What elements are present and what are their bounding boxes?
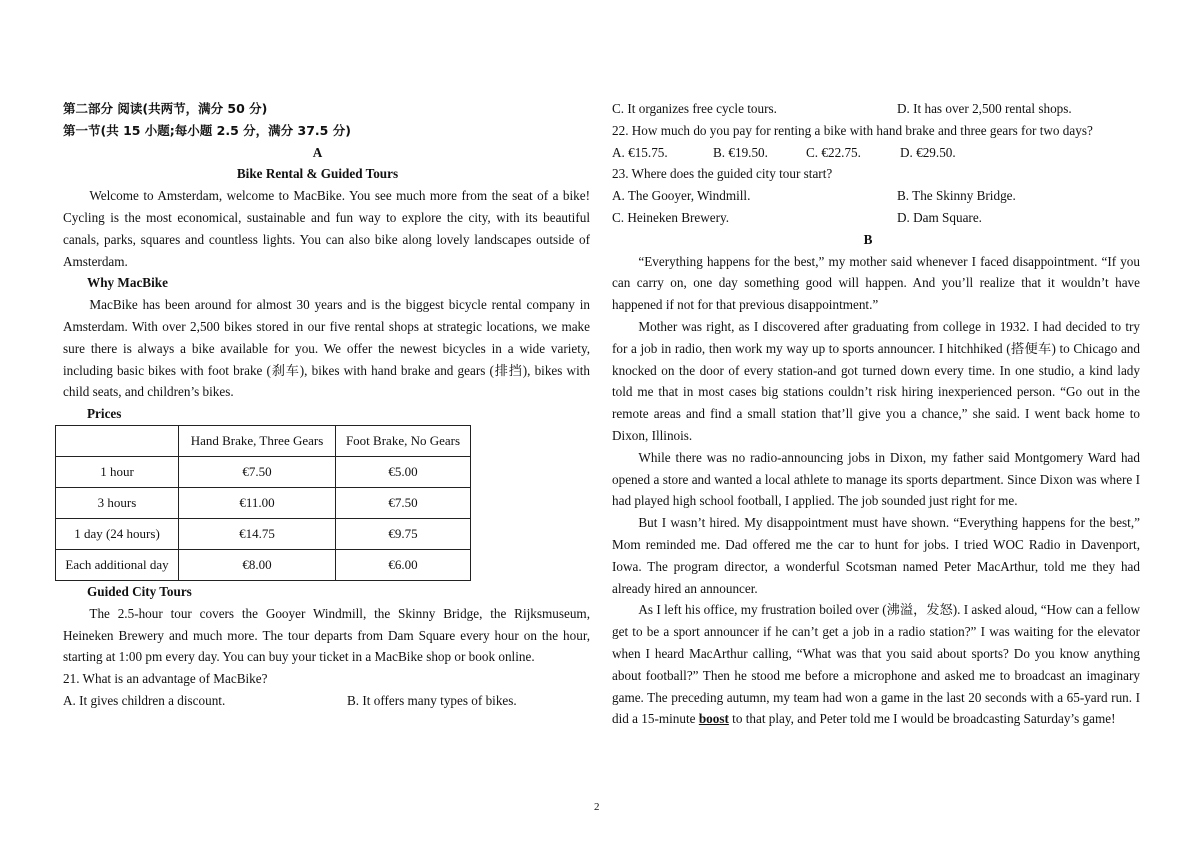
table-row — [56, 518, 471, 549]
table-header-cell: Hand Brake, Three Gears — [179, 425, 336, 456]
boost-word: boost — [698, 711, 729, 727]
prices-heading: Prices — [87, 406, 122, 422]
guided-tours-text: The 2.5-hour tour covers the Gooyer Windmill, the Skinny Bridge, the Rijksmuseum, Heineken Brewery and much more. The tour departs from Dam Square every hour on the hour, starting at 1:00 pm every day. You can buy your ticket in a MacBike shop or book online. — [63, 605, 590, 665]
option-a: A. The Gooyer, Windmill. — [612, 188, 751, 204]
passage-b-paragraph: Mother was right, as I discovered after graduating from college in 1932. I had decided to try for a job in radio, then work my way up to sports announcer. I hitchhiked (搭便车) to Chicago and knocked on the door of every station-and got turned down every time. In one studio, a kind lady told me that in most cases big stations couldn’t risk hiring inexperienced person. “Go out in the remote areas and find a small station that’ll give you a chance,” she said. I went back home to Dixon, Illinois. — [612, 318, 1140, 443]
section-heading: 第一节(共 15 小题;每小题 2.5 分，满分 37.5 分) — [63, 122, 351, 138]
passage-a-title: Bike Rental & Guided Tours — [236, 166, 399, 182]
left-column — [63, 98, 590, 712]
option-c: C. It organizes free cycle tours. — [612, 101, 777, 116]
table-cell: 3 hours — [56, 487, 179, 518]
table-row — [56, 487, 471, 518]
table-cell: €5.00 — [336, 456, 471, 487]
guided-tours-heading: Guided City Tours — [87, 583, 192, 599]
prices-table — [55, 425, 471, 581]
question-23-options-cd — [612, 207, 1140, 229]
question-21-options-cd — [612, 98, 1140, 120]
question-21-stem: 21. What is an advantage of MacBike? — [63, 671, 268, 687]
table-cell: 1 hour — [56, 456, 179, 487]
table-row — [56, 549, 471, 580]
passage-b-letter: B — [863, 231, 873, 247]
table-header-cell: Foot Brake, No Gears — [336, 425, 471, 456]
table-cell: €6.00 — [336, 549, 471, 580]
question-22-stem: 22. How much do you pay for renting a bike with hand brake and three gears for two days? — [612, 122, 1093, 138]
why-macbike-text: MacBike has been around for almost 30 years and is the biggest bicycle rental company in Amsterdam. With over 2,500 bikes stored in our five rental shops at strategic locations, we make sure there is always a bike available for you. We offer the newest bicycles in a wide variety, including basic bikes with foot brake (刹车), bikes with hand brake and gears (排挡), bikes with child seats, and children’s bikes. — [63, 297, 590, 400]
part-heading: 第二部分 阅读(共两节，满分 50 分) — [63, 101, 268, 116]
table-cell: €9.75 — [336, 518, 471, 549]
why-macbike-heading: Why MacBike — [87, 275, 168, 291]
option-c: C. Heineken Brewery. — [612, 209, 730, 225]
table-cell: 1 day (24 hours) — [56, 518, 179, 549]
option-b: B. The Skinny Bridge. — [897, 188, 1016, 204]
option-d: D. €29.50. — [900, 144, 956, 160]
passage-a-intro: Welcome to Amsterdam, welcome to MacBike. You see much more from the seat of a bike! Cycling is the most economical, sustainable and fun way to explore the city, with its beautiful canals, parks, squares and countless lights. You can also bike along lovely landscapes outside of Amsterdam. — [63, 188, 590, 269]
question-21-options-ab — [63, 690, 590, 712]
paragraph-text: As I left his office, my frustration boiled over (沸溢，发怒). I asked aloud, “How can a fellow get to be a sport announcer if he can’t get a job in a radio station?” I was waiting for the elevator when I heard MacArthur calling, “What was that you said about sports? Do you know anything about football?” Then he stood me before a microphone and asked me to broadcast an imaginary game. The preceding autumn, my team had won a game in the last 20 seconds with a 65-yard run. I did a 15-minute — [612, 602, 1140, 727]
table-header-row — [56, 425, 471, 456]
passage-b-paragraph — [612, 599, 1140, 730]
table-header-cell — [56, 425, 179, 456]
option-a: A. It gives children a discount. — [63, 692, 226, 708]
passage-b-paragraph: But I wasn’t hired. My disappointment must have shown. “Everything happens for the best,” Mom reminded me. Dad offered me the car to hunt for jobs. I tried WOC Radio in Davenport, Iowa. The program director, a wonderful Scotsman named Peter MacArthur, told me they had already hired an announcer. — [612, 515, 1140, 596]
right-column — [612, 98, 1140, 730]
option-a: A. €15.75. — [612, 144, 668, 160]
option-c: C. €22.75. — [806, 144, 861, 160]
table-row — [56, 456, 471, 487]
option-d: D. Dam Square. — [897, 209, 982, 225]
table-cell: €8.00 — [179, 549, 336, 580]
table-cell: €7.50 — [179, 456, 336, 487]
option-b: B. It offers many types of bikes. — [347, 692, 517, 708]
table-cell: €14.75 — [179, 518, 336, 549]
table-cell: €7.50 — [336, 487, 471, 518]
question-22-options — [612, 142, 1140, 164]
table-cell: €11.00 — [179, 487, 336, 518]
table-cell: Each additional day — [56, 549, 179, 580]
passage-a-letter: A — [312, 144, 323, 160]
option-b: B. €19.50. — [713, 144, 768, 160]
passage-b-paragraph: While there was no radio-announcing jobs in Dixon, my father said Montgomery Ward had opened a store and wanted a local athlete to manage its sports department. Since Dixon was where I had played high school football, I applied. The job sounded just right for me. — [612, 449, 1140, 509]
paragraph-text: to that play, and Peter told me I would be broadcasting Saturday’s game! — [728, 711, 1116, 727]
question-23-stem: 23. Where does the guided city tour start? — [612, 166, 833, 182]
question-23-options-ab — [612, 185, 1140, 207]
page-number: 2 — [594, 801, 600, 813]
passage-b-paragraph: “Everything happens for the best,” my mother said whenever I faced disappointment. “If you can carry on, one day something good will happen. And you’ll realize that it wouldn’t have happened if not for that previous disappointment.” — [612, 253, 1140, 313]
option-d: D. It has over 2,500 rental shops. — [897, 101, 1072, 116]
